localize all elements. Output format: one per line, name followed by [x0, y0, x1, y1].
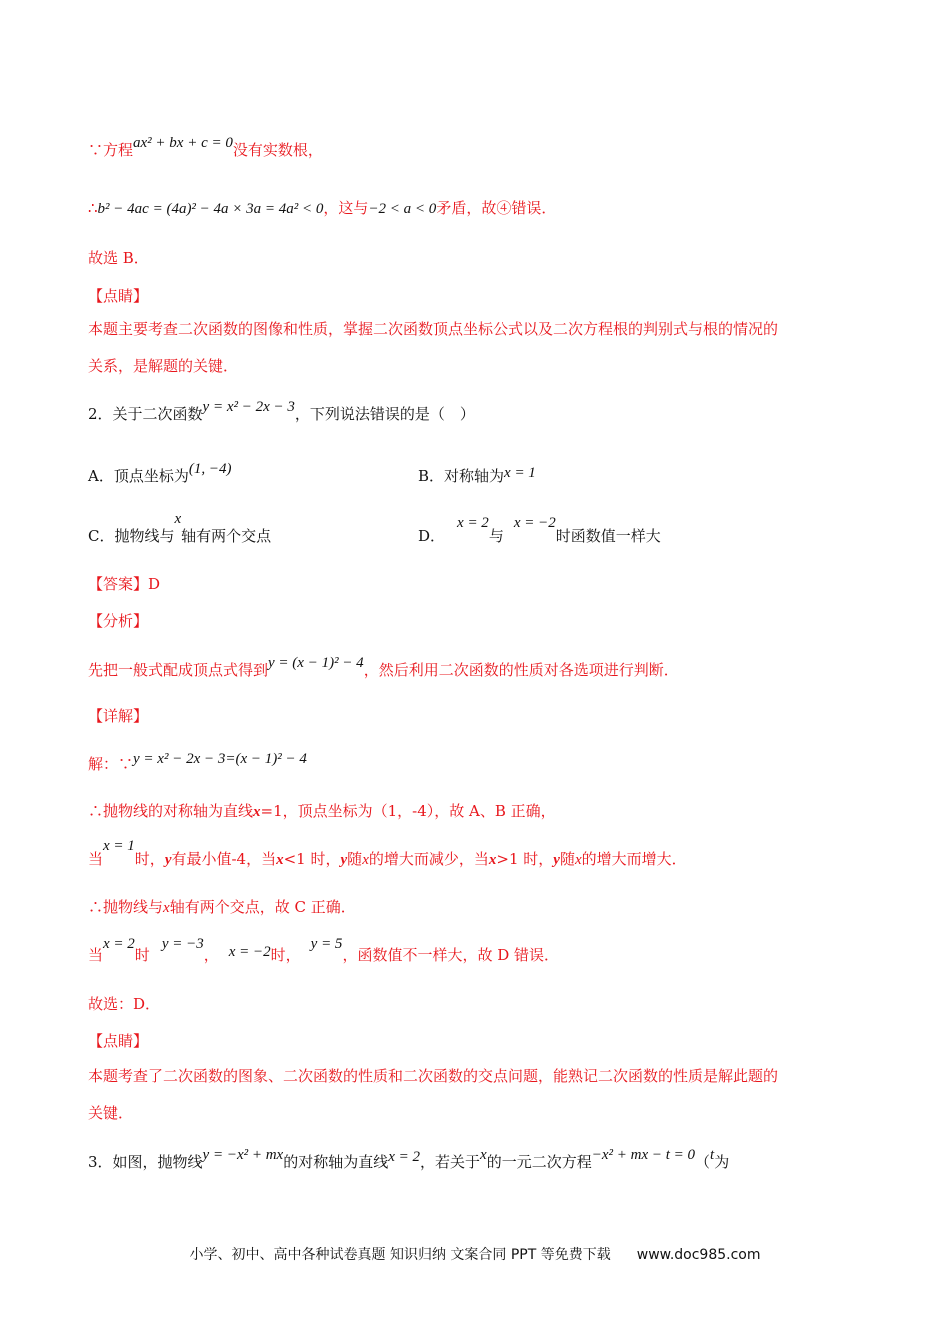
option-c: C．抛物线与x轴有两个交点	[88, 511, 272, 545]
math-equation: y = x² − 2x − 3=(x − 1)² − 4	[133, 751, 307, 767]
solution-line-2: ∴b² − 4ac = (4a)² − 4a × 3a = 4a² < 0，这与−2 < a < 0矛盾，故④错误．	[88, 199, 557, 217]
page-footer	[0, 1244, 950, 1264]
summary-text: 本题主要考查二次函数的图像和性质，掌握二次函数顶点坐标公式以及二次方程根的判别式与根的情况的	[88, 320, 779, 338]
math-equation: y = −x² + mx	[202, 1147, 284, 1163]
math-equation: x	[174, 511, 182, 527]
option-b: B．对称轴为x = 1	[418, 465, 536, 485]
math-equation: x = 2	[388, 1149, 421, 1165]
conclusion-line: 故选 B．	[88, 249, 149, 267]
summary-text: 关键．	[88, 1104, 134, 1122]
solution-step-4: ∴抛物线与x轴有两个交点，故 C 正确．	[88, 898, 356, 916]
footer-text: 小学、初中、高中各种试卷真题 知识归纳 文案合同 PPT 等免费下载	[189, 1247, 611, 1263]
solution-step-3: 当x = 1时，y有最小值-4，当x<1 时，y随x的增大而减少，当x>1 时，y随x的增大而增大．	[88, 838, 687, 868]
math-equation: y = (x − 1)² − 4	[268, 655, 364, 671]
option-d: D．x = 2与x = −2时函数值一样大	[418, 515, 661, 545]
math-equation: t	[710, 1147, 715, 1163]
question-3-stem: 3．如图，抛物线y = −x² + mx的对称轴为直线x = 2，若关于x的一元二次方程−x² + mx − t = 0（t为	[88, 1147, 730, 1171]
option-a: A．顶点坐标为(1, −4)	[88, 461, 232, 485]
section-heading: 【点睛】	[88, 1032, 149, 1050]
analysis-text: 先把一般式配成顶点式得到y = (x − 1)² − 4，然后利用二次函数的性质对各选项进行判断．	[88, 655, 679, 679]
math-equation: x = −2	[228, 944, 271, 960]
math-equation: y = 5	[310, 936, 343, 952]
math-equation: −x² + mx − t = 0	[591, 1147, 696, 1163]
solution-line-1: ∵方程ax² + bx + c = 0没有实数根，	[88, 135, 323, 159]
answer-line: 【答案】D	[88, 575, 161, 593]
solution-step-5: 当x = 2时y = −3， x = −2时，y = 5，函数值不一样大，故 D 错误．	[88, 936, 560, 964]
math-equation: x = 1	[504, 465, 536, 481]
math-equation: b² − 4ac = (4a)² − 4a × 3a = 4a² < 0	[97, 201, 324, 217]
math-equation: y = −3	[161, 936, 204, 952]
math-equation: x = 1	[103, 838, 135, 854]
math-equation: (1, −4)	[188, 461, 232, 477]
math-equation: x = 2	[103, 936, 135, 952]
math-equation: x = −2	[513, 515, 556, 531]
solution-step-1: 解：∵y = x² − 2x − 3=(x − 1)² − 4	[88, 751, 307, 773]
question-2-stem: 2．关于二次函数y = x² − 2x − 3，下列说法错误的是（ ）	[88, 399, 475, 423]
math-equation: x	[480, 1147, 487, 1163]
math-equation: y = x² − 2x − 3	[202, 399, 295, 415]
math-equation: x = 2	[457, 515, 489, 531]
conclusion-line: 故选：D．	[88, 995, 161, 1013]
section-heading: 【分析】	[88, 612, 149, 630]
section-heading: 【点睛】	[88, 287, 149, 305]
math-equation: −2 < a < 0	[368, 201, 437, 217]
math-equation: ax² + bx + c = 0	[133, 135, 233, 151]
summary-text: 本题考查了二次函数的图象、二次函数的性质和二次函数的交点问题，能熟记二次函数的性质是解此题的	[88, 1067, 779, 1085]
footer-url[interactable]: www.doc985.com	[636, 1247, 761, 1263]
section-heading: 【详解】	[88, 707, 149, 725]
solution-step-2: ∴抛物线的对称轴为直线x=1，顶点坐标为（1，-4），故 A、B 正确，	[88, 802, 556, 820]
summary-text: 关系，是解题的关键．	[88, 357, 239, 375]
